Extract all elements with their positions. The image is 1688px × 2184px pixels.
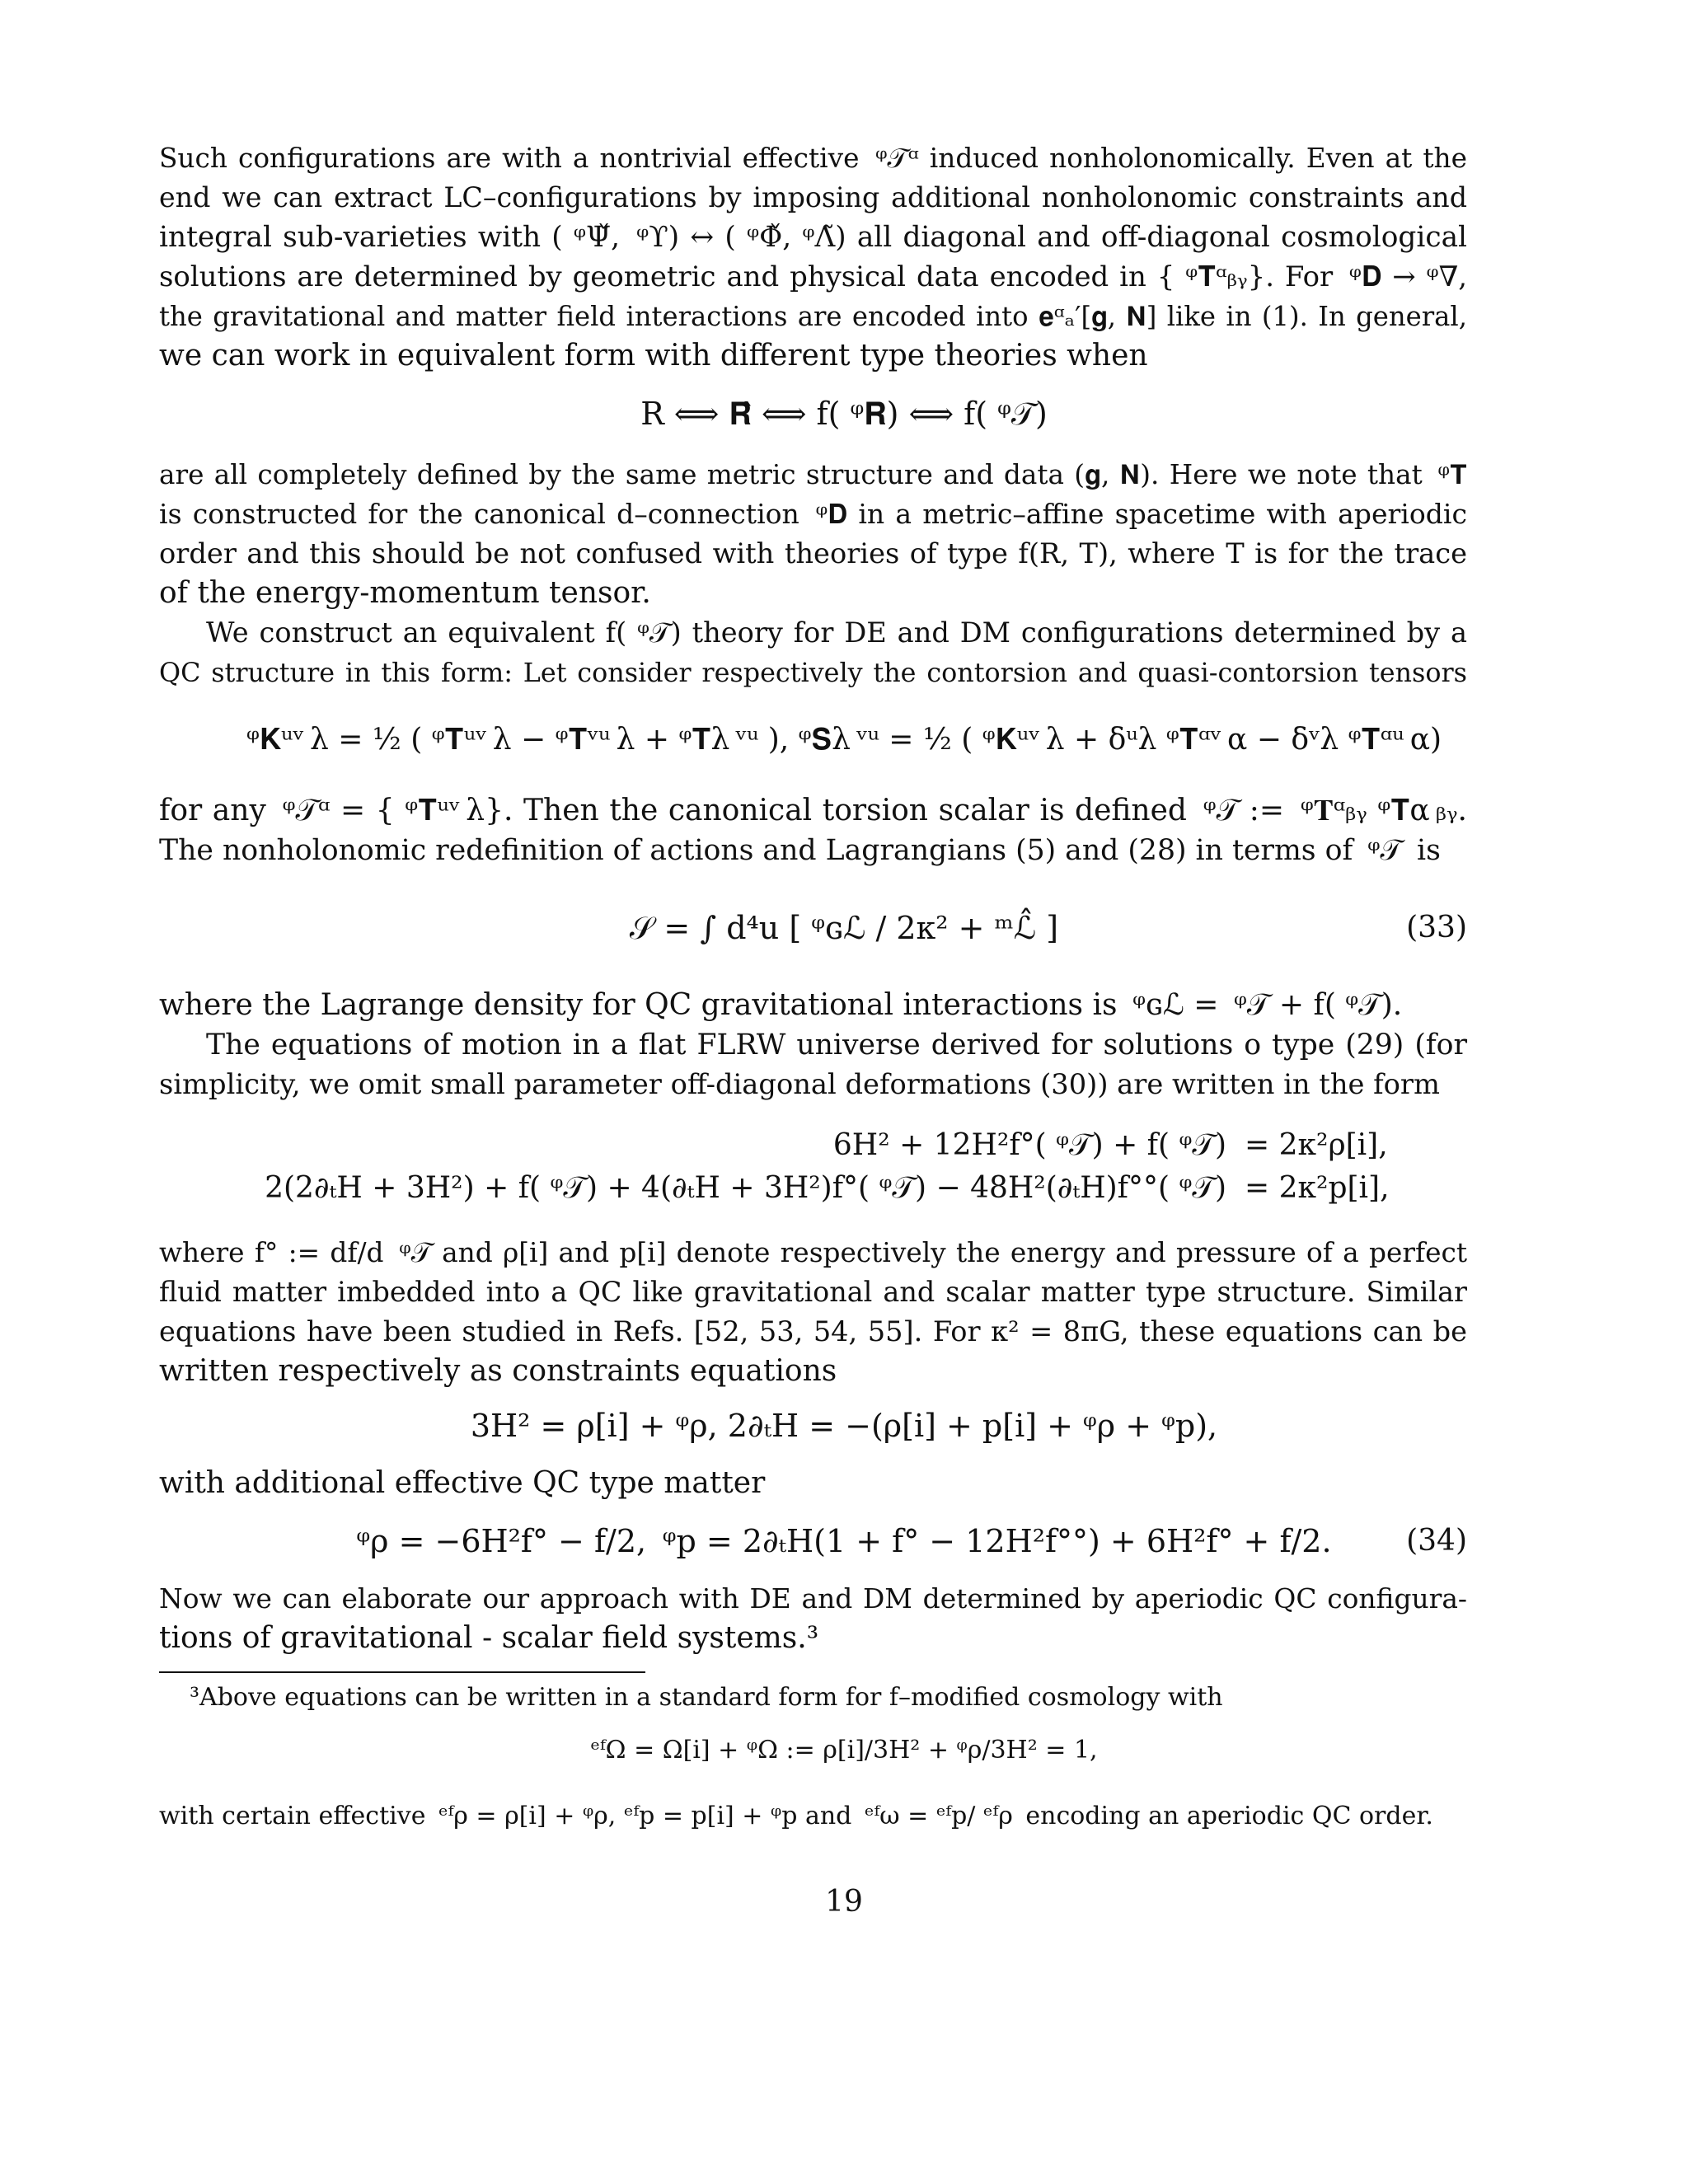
para1-line3: integral sub-varieties with ( ᵠΨ̌, ᵠϒ) ↔ ( ᵠΦ̌, ᵠΛ̃) all diagonal and off-diagonal cosmological (159, 221, 1467, 254)
equation-constraints: 3H² = ρ[i] + ᵠρ, 2∂ₜH = −(ρ[i] + p[i] + ᵠρ + ᵠp), (470, 1408, 1218, 1444)
para5-line3: simplicity, we omit small parameter off-diagonal deformations (30)) are written in the form (159, 1068, 1440, 1100)
para2-line2: is constructed for the canonical d–connection ᵠ𝐃 in a metric–affine spacetime with aperiodic (159, 498, 1467, 530)
para5-line2: The equations of motion in a flat FLRW universe derived for solutions o type (29) (for (206, 1029, 1467, 1062)
equation-33: 𝒮 = ∫ d⁴u [ ᵠɢℒ / 2κ² + ᵐℒ̂ ] (629, 910, 1059, 946)
footnote-line2: with certain effective ᵉᶠρ = ρ[i] + ᵠρ, ᵉᶠp = p[i] + ᵠp and ᵉᶠω = ᵉᶠp/ ᵉᶠρ encoding an aperiodic QC order. (159, 1802, 1433, 1830)
para7-line1: with additional effective QC type matter (159, 1466, 766, 1500)
footnote-equation: ᵉᶠΩ = Ω[i] + ᵠΩ := ρ[i]/3H² + ᵠρ/3H² = 1, (590, 1736, 1098, 1765)
equation-equivalence-chain: R ⟺ 𝐑̂ ⟺ f( ᵠ𝐑) ⟺ f( ᵠ𝒯) (640, 396, 1048, 432)
para8-line2: tions of gravitational - scalar field systems.³ (159, 1621, 819, 1655)
eom-rhs-2: = 2κ²p[i], (1245, 1171, 1390, 1205)
footnote-line1: ³Above equations can be written in a standard form for f–modified cosmology with (190, 1683, 1223, 1712)
para8-line1: Now we can elaborate our approach with DE and DM determined by aperiodic QC configura- (159, 1583, 1467, 1615)
eom-lhs-2: 2(2∂ₜH + 3H²) + f( ᵠ𝒯) + 4(∂ₜH + 3H²)f°( ᵠ𝒯) − 48H²(∂ₜH)f°°( ᵠ𝒯) (265, 1171, 1226, 1205)
equation-34-number: (34) (1406, 1524, 1467, 1558)
equation-33-number: (33) (1406, 911, 1467, 944)
para1-line1: Such configurations are with a nontrivial effective ᵠ𝒯ᵅ induced nonholonomically. Even at the (159, 143, 1467, 174)
para3-line1: We construct an equivalent f( ᵠ𝒯) theory for DE and DM configurations determined by a (206, 616, 1467, 649)
para6-line3: equations have been studied in Refs. [52, 53, 54, 55]. For κ² = 8πG, these equations can be (159, 1315, 1467, 1347)
eom-rhs-1: = 2κ²ρ[i], (1245, 1128, 1388, 1162)
para2-line3: order and this should be not confused with theories of type f(R, T), where T is for the trace (159, 537, 1467, 569)
para1-line6: we can work in equivalent form with different type theories when (159, 339, 1148, 373)
equation-34: ᵠρ = −6H²f° − f/2, ᵠp = 2∂ₜH(1 + f° − 12H²f°°) + 6H²f° + f/2. (356, 1523, 1332, 1559)
eom-lhs-1: 6H² + 12H²f°( ᵠ𝒯) + f( ᵠ𝒯) (832, 1128, 1226, 1162)
para1-line4: solutions are determined by geometric and physical data encoded in { ᵠ𝐓ᵅᵦᵧ}. For ᵠ𝐃 → ᵠ∇, (159, 260, 1467, 293)
para6-line4: written respectively as constraints equations (159, 1354, 837, 1388)
para3-line2: QC structure in this form: Let consider respectively the contorsion and quasi-contorsion tensors (159, 657, 1467, 688)
equation-contorsion: ᵠ𝐊ᵘᵛ λ = ½ ( ᵠ𝐓ᵘᵛ λ − ᵠ𝐓ᵛᵘ λ + ᵠ𝐓λ ᵛᵘ ), ᵠ𝐒λ ᵛᵘ = ½ ( ᵠ𝐊ᵘᵛ λ + δᵘλ ᵠ𝐓ᵅᵛ α − δᵛλ ᵠ𝐓ᵅᵘ α) (246, 723, 1442, 757)
para6-line1: where f° := df/d ᵠ𝒯 and ρ[i] and p[i] denote respectively the energy and pressure of a perfect (159, 1237, 1467, 1268)
para2-line1: are all completely defined by the same metric structure and data (𝐠, 𝐍). Here we note that ᵠ𝐓 (159, 459, 1467, 490)
para2-line4: of the energy-momentum tensor. (159, 576, 651, 610)
para4-line2: The nonholonomic redefinition of actions and Lagrangians (5) and (28) in terms of ᵠ𝒯 is (159, 834, 1441, 867)
footnote-rule (159, 1671, 645, 1673)
para1-line2: end we can extract LC–configurations by imposing additional nonholonomic constraints and (159, 181, 1467, 213)
para5-line1: where the Lagrange density for QC gravitational interactions is ᵠɢℒ = ᵠ𝒯 + f( ᵠ𝒯). (159, 988, 1403, 1022)
para6-line2: fluid matter imbedded into a QC like gravitational and scalar matter type structure. Similar (159, 1276, 1467, 1308)
page-number: 19 (825, 1885, 863, 1919)
para4-line1: for any ᵠ𝒯ᵅ = { ᵠ𝐓ᵘᵛ λ}. Then the canonical torsion scalar is defined ᵠ𝒯 := ᵠ𝐓ᵅᵦᵧ ᵠ𝐓α ᵦᵧ. (159, 794, 1467, 827)
para1-line5: the gravitational and matter field interactions are encoded into 𝐞ᵅₐ′[𝐠, 𝐍] like in (1). In general, (159, 301, 1467, 332)
